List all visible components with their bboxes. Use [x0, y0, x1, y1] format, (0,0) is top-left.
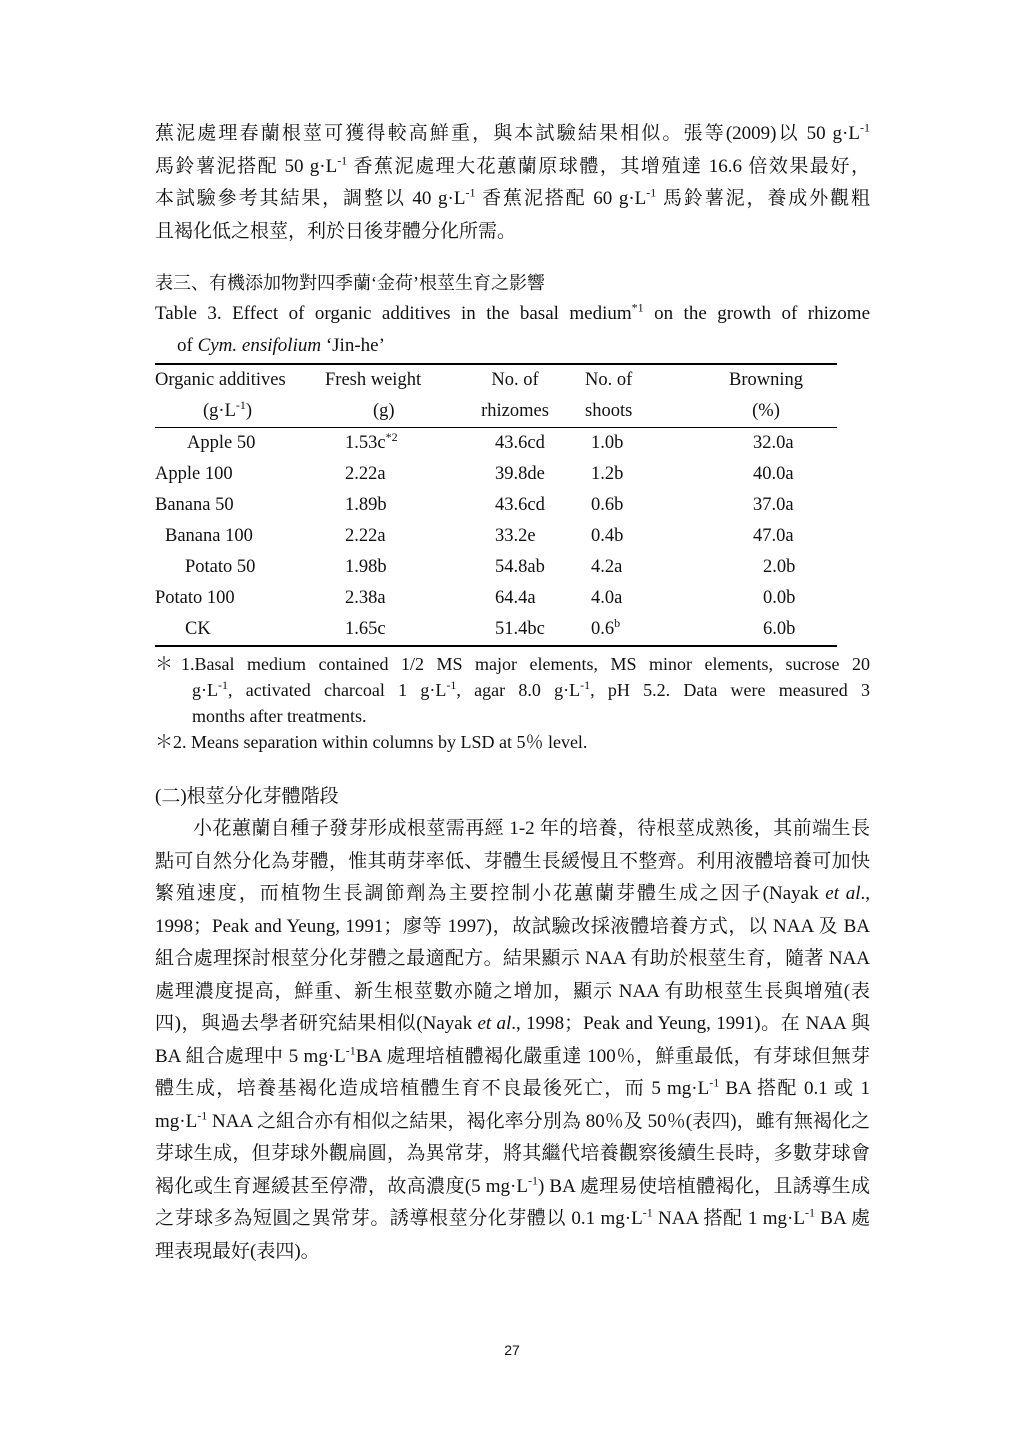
header-additives: Organic additives — [155, 364, 325, 396]
table-caption-en: Table 3. Effect of organic additives in the basal medium$^{*1}$ on the growth of rhizome — [155, 300, 871, 324]
cell-browning: 2.0b — [763, 557, 796, 577]
cell-additive: Banana 100 — [165, 526, 253, 546]
table-row — [155, 614, 837, 646]
header-rhizomes-unit: rhizomes — [445, 396, 585, 428]
table-row — [155, 490, 837, 521]
section-heading: (二)根莖分化芽體階段 — [155, 786, 339, 807]
cell-browning: 0.0b — [763, 588, 796, 608]
page-content — [155, 118, 870, 1268]
cell-rhizomes: 51.4bc — [445, 614, 585, 646]
cell-rhizomes: 33.2e — [495, 526, 536, 546]
cell-fresh-weight: 1.65c — [325, 614, 445, 646]
footnote-1-cont: $g\cdot L^{-1}$, activated charcoal 1 $g\cdot L^{-1}$, agar 8.0 $g\cdot L^{-1}$, pH 5.2. Data were measured 3 — [192, 678, 870, 700]
cell-rhizomes: 43.6cd — [495, 433, 545, 453]
table-row — [155, 583, 837, 614]
footnote-2: ＊2. Means separation within columns by LSD at 5％ level. — [155, 732, 588, 752]
table-footnotes — [155, 651, 870, 755]
cell-fresh-weight: 2.22a — [345, 464, 386, 484]
cell-shoots: 1.2b — [591, 464, 624, 484]
intro-line-3: 本試驗參考其結果，調整以 40 $g\cdot L^{-1}$ 香蕉泥搭配 60 $g\cdot L^{-1}$ 馬鈴薯泥，養成外觀粗 — [155, 185, 870, 209]
cell-additive: Potato 50 — [185, 557, 256, 577]
header-shoots: No. of — [585, 364, 695, 396]
cell-shoots: 0.6$^b$ — [585, 614, 695, 646]
intro-line-2: 馬鈴薯泥搭配 50 $g\cdot L^{-1}$ 香蕉泥處理大花蕙蘭原球體，其增殖達 16.6 倍效果最好， — [155, 153, 870, 177]
header-shoots-unit: shoots — [585, 396, 695, 428]
intro-line-1: 蕉泥處理春蘭根莖可獲得較高鮮重，與本試驗結果相似。張等(2009)以 50 $g\cdot L^{-1}$ — [155, 120, 870, 144]
header-browning-unit: (%) — [695, 396, 837, 428]
table-row — [155, 521, 837, 552]
header-fresh-weight: Fresh weight — [325, 364, 445, 396]
cell-browning: 40.0a — [753, 464, 794, 484]
species-name: Cym. ensifolium — [197, 335, 322, 356]
cell-browning: 37.0a — [753, 495, 794, 515]
cell-shoots: 4.2a — [591, 557, 623, 577]
table-row — [155, 428, 837, 460]
cell-additive: Potato 100 — [155, 588, 235, 608]
intro-paragraph — [155, 118, 870, 248]
cell-fresh-weight: 1.89b — [345, 495, 387, 515]
table-header-row-1 — [155, 364, 837, 396]
cell-additive: Apple 50 — [187, 433, 256, 453]
table-3 — [155, 363, 837, 647]
header-fresh-weight-unit: (g) — [325, 396, 445, 428]
table-row — [155, 459, 837, 490]
cell-rhizomes: 54.8ab — [495, 557, 545, 577]
cell-fresh-weight: 1.98b — [345, 557, 387, 577]
intro-line-4: 且褐化低之根莖，利於日後芽體分化所需。 — [155, 220, 517, 242]
cell-browning: 47.0a — [753, 526, 794, 546]
footnote-1: ＊1.Basal medium contained 1/2 MS major elements, MS minor elements, sucrose 20 — [155, 654, 870, 674]
cell-shoots: 0.4b — [591, 526, 624, 546]
header-browning: Browning — [695, 364, 837, 396]
cell-rhizomes: 64.4a — [495, 588, 536, 608]
page-number: 27 — [504, 1342, 520, 1358]
cell-browning: 6.0b — [695, 614, 837, 646]
header-rhizomes: No. of — [445, 364, 585, 396]
cell-rhizomes: 43.6cd — [495, 495, 545, 515]
cell-rhizomes: 39.8de — [495, 464, 545, 484]
cell-browning: 32.0a — [753, 433, 794, 453]
cell-additive: Banana 50 — [155, 495, 234, 515]
cell-fresh-weight: 2.38a — [345, 588, 386, 608]
cell-fresh-weight: 2.22a — [345, 526, 386, 546]
table-caption-zh: 表三、有機添加物對四季蘭‘金荷’根莖生育之影響 — [155, 273, 545, 293]
cell-shoots: 4.0a — [591, 588, 623, 608]
table-row — [155, 552, 837, 583]
footnote-1-end: months after treatments. — [192, 706, 367, 726]
cell-fresh-weight: $1.53c^{*2}$ — [345, 429, 398, 453]
cell-additive: CK — [155, 614, 325, 646]
table-header-row-2 — [155, 396, 837, 428]
body-paragraph: 小花蕙蘭自種子發芽形成根莖需再經 1-2 年的培養，待根莖成熟後，其前端生長點可自然分化為芽體，惟其萌芽率低、芽體生長緩慢且不整齊。利用液體培養可加快繁殖速度，而植物生長調節劑為主要控制小花蕙蘭芽體生成之因子(Nayak et al., 1998；Peak and Yeung, 1991；廖等 1997)，故試驗改採液體培養方式，以 NAA 及 BA 組合處理探討根莖分化芽體之最適配方。結果顯示 NAA 有助於根莖生育，隨著 NAA 處理濃度提高，鮮重、新生根莖數亦隨之增加，顯示 NAA 有助根莖生長與增殖(表四)，與過去學者研究結果相似(Nayak et al., 1998；Peak and Yeung, 1991)。在 NAA 與 BA 組合處理中 5 $mg\cdot L^{-1}BA$ 處理培植體褐化嚴重達 100％，鮮重最低，有芽球但無芽體生成，培養基褐化造成培植體生育不良最後死亡，而 5 $mg\cdot L^{-1}$ BA 搭配 0.1 或 1 $mg\cdot L^{-1}$ NAA 之組合亦有相似之結果，褐化率分別為 80％及 50％(表四)，雖有無褐化之芽球生成，但芽球外觀扁圓，為異常芽，將其繼代培養觀察後續生長時，多數芽球會褐化或生育遲緩甚至停滯，故高濃度(5 $mg\cdot L^{-1}$) BA 處理易使培植體褐化，且誘導生成之芽球多為短圓之異常芽。誘導根莖分化芽體以 0.1 $mg\cdot L^{-1}$ NAA 搭配 1 $mg\cdot L^{-1}$ BA 處理表現最好(表四)。 — [155, 818, 870, 1262]
cell-shoots: 0.6b — [591, 495, 624, 515]
cell-additive: Apple 100 — [155, 464, 233, 484]
table-caption-en-cont: of Cym. ensifolium ‘Jin-he’ — [177, 335, 385, 356]
header-additives-unit: $(g\cdot L^{-1})$ — [155, 396, 325, 428]
cell-shoots: 1.0b — [591, 433, 624, 453]
